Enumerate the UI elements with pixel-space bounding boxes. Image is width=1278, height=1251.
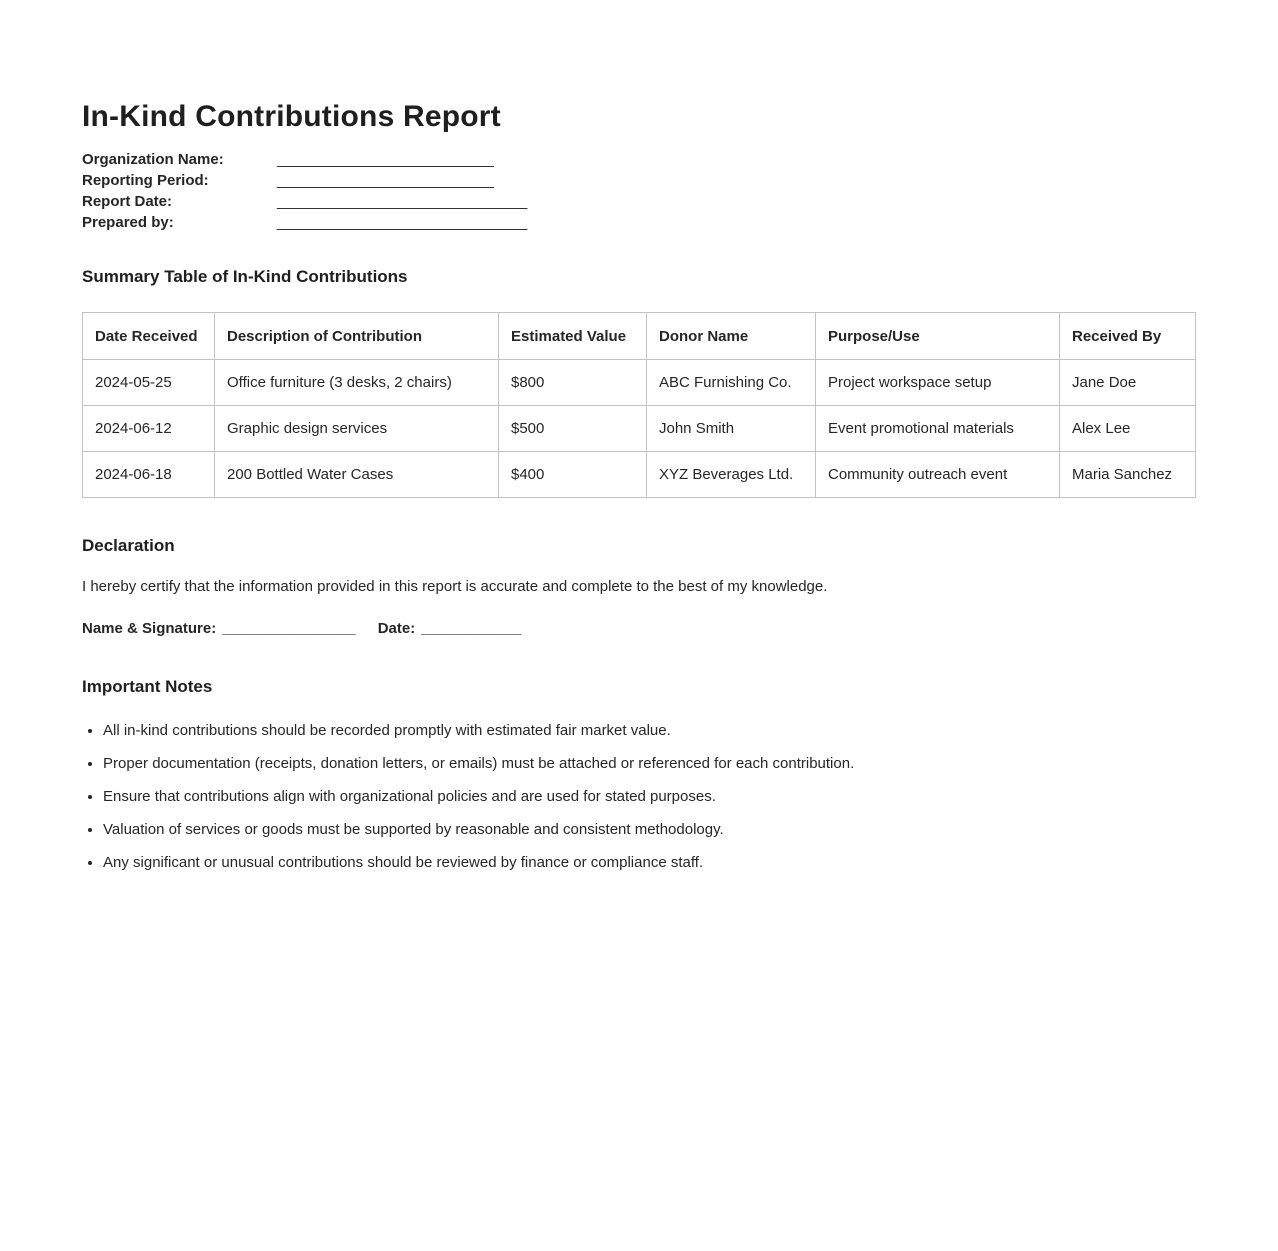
field-prepared-by [82,212,1195,233]
field-report-date [82,191,1195,212]
note-item: • Valuation of services or goods must be supported by reasonable and consistent methodology. [103,820,1195,840]
cell-estimated-value: $800 [499,360,647,406]
cell-date-received: 2024-06-12 [83,406,215,452]
note-item: • Any significant or unusual contributions should be reviewed by finance or compliance staff. [103,853,1195,873]
column-header-received-by: Received By [1060,313,1196,360]
table-header-row [83,313,1196,360]
field-reporting-period [82,170,1195,191]
cell-estimated-value: $400 [499,452,647,498]
column-header-donor-name: Donor Name [647,313,816,360]
cell-donor-name: XYZ Beverages Ltd. [647,452,816,498]
note-item: • Ensure that contributions align with organizational policies and are used for stated purposes. [103,787,1195,807]
page-title: In-Kind Contributions Report [82,100,501,133]
blank-underline: __________________________ [277,151,494,168]
declaration-heading: Declaration [82,536,175,555]
cell-description: 200 Bottled Water Cases [215,452,499,498]
cell-description: Graphic design services [215,406,499,452]
date-label: Date: [377,620,416,637]
field-organization-name [82,149,1195,170]
blank-underline: __________________________ [277,172,494,189]
column-header-date-received: Date Received [83,313,215,360]
blank-underline: ______________________________ [277,214,528,231]
signature-row [82,619,1195,639]
cell-purpose-use: Project workspace setup [816,360,1060,406]
cell-donor-name: ABC Furnishing Co. [647,360,816,406]
cell-date-received: 2024-05-25 [83,360,215,406]
field-label: Prepared by: [82,214,174,231]
field-label: Reporting Period: [82,172,209,189]
column-header-estimated-value: Estimated Value [499,313,647,360]
signature-label: Name & Signature: [82,620,217,637]
cell-received-by: Maria Sanchez [1060,452,1196,498]
field-label: Report Date: [82,193,173,210]
cell-estimated-value: $500 [499,406,647,452]
declaration-text: I hereby certify that the information provided in this report is accurate and complete to the best of my knowledge. [82,578,828,595]
cell-description: Office furniture (3 desks, 2 chairs) [215,360,499,406]
column-header-purpose-use: Purpose/Use [816,313,1060,360]
cell-received-by: Alex Lee [1060,406,1196,452]
summary-table-heading: Summary Table of In-Kind Contributions [82,267,408,286]
report-meta-fields [82,149,1195,233]
cell-purpose-use: Event promotional materials [816,406,1060,452]
signature-blank-line: ________________ [222,620,356,637]
field-label: Organization Name: [82,151,224,168]
table-row [83,360,1196,406]
note-item: • Proper documentation (receipts, donation letters, or emails) must be attached or referenced for each contribution. [103,754,1195,774]
blank-underline: ______________________________ [277,193,528,210]
column-header-description: Description of Contribution [215,313,499,360]
notes-list [82,721,1195,873]
note-item: • All in-kind contributions should be recorded promptly with estimated fair market value. [103,721,1195,741]
cell-received-by: Jane Doe [1060,360,1196,406]
contributions-table [82,312,1196,498]
important-notes-heading: Important Notes [82,677,213,696]
cell-donor-name: John Smith [647,406,816,452]
table-row [83,406,1196,452]
cell-purpose-use: Community outreach event [816,452,1060,498]
date-blank-line: ____________ [421,620,522,637]
cell-date-received: 2024-06-18 [83,452,215,498]
table-row [83,452,1196,498]
